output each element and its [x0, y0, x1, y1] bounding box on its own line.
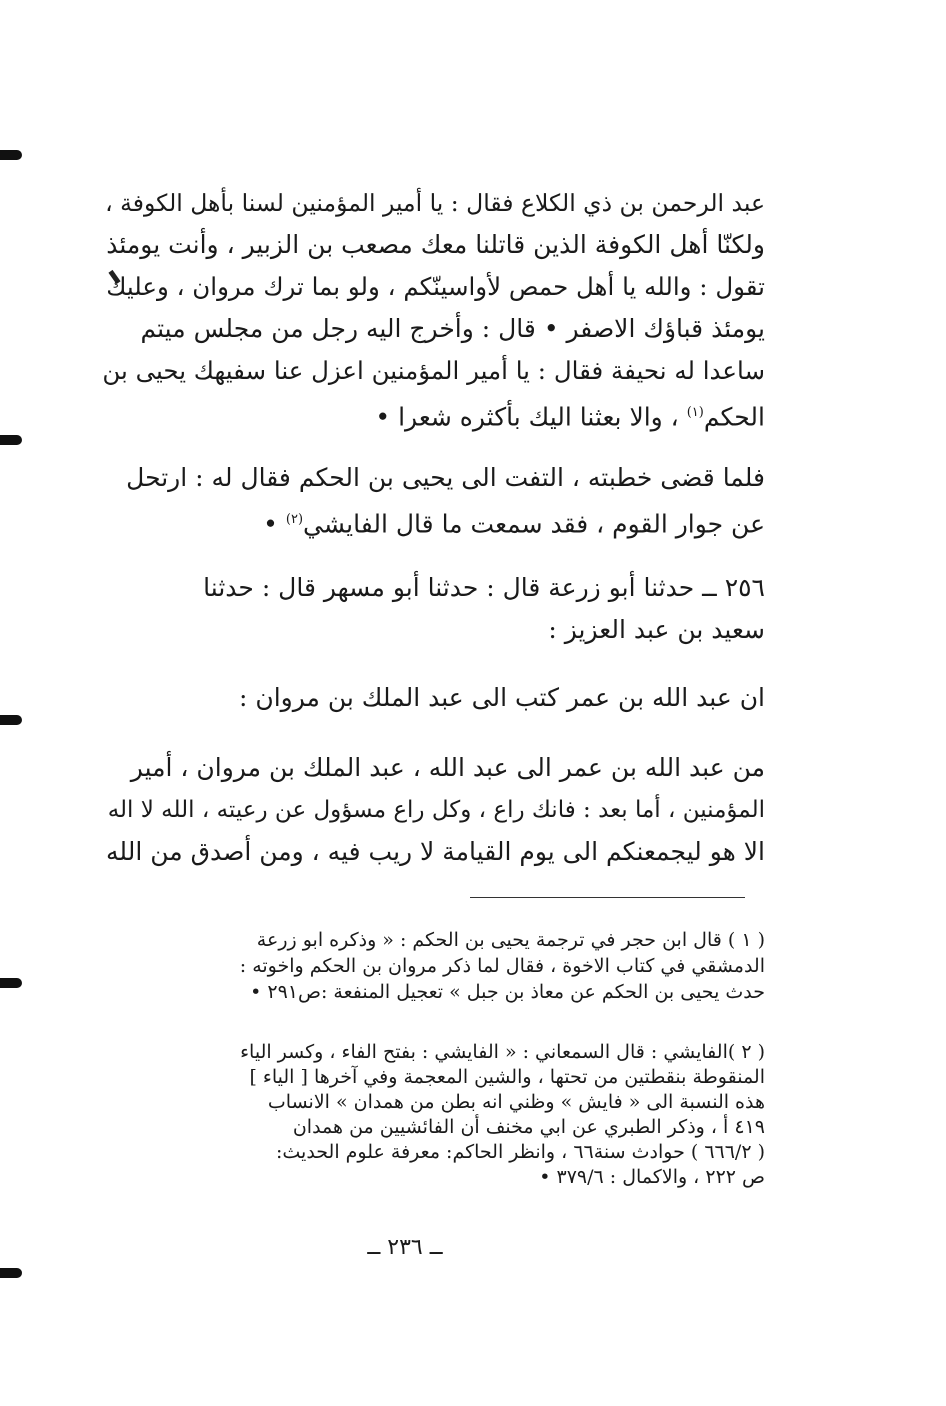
footnote-line: ( ٢ )الفايشي : قال السمعاني : « الفايشي : بفتح الفاء ، وكسر الياء	[240, 1041, 765, 1063]
footnote-line: المنقوطة بنقطتين من تحتها ، والشين المعجمة وفي آخرها [ الياء ]	[249, 1066, 765, 1088]
scan-edge-mark	[0, 978, 22, 988]
text-line: سعيد بن عبد العزيز :	[548, 615, 765, 644]
text-line: ٢٥٦ ــ حدثنا أبو زرعة قال : حدثنا أبو مسهر قال : حدثنا	[203, 573, 765, 602]
text-fragment: الحكم	[703, 402, 765, 432]
text-line	[100, 497, 765, 543]
footnote-line: ( ١ ) قال ابن حجر في ترجمة يحيى بن الحكم : « وذكره ابو زرعة	[256, 929, 765, 951]
footnote-line: ( ٦٦٦/٢ ) حوادث سنة٦٦ ، وانظر الحاكم: معرفة علوم الحديث:	[275, 1141, 765, 1163]
footnote-ref-2[interactable]: (٢)	[285, 512, 304, 527]
scan-edge-mark	[0, 150, 22, 160]
text-line	[100, 390, 765, 436]
text-line: يومئذ قباؤك الاصفر • قال : وأخرج اليه رجل من مجلس ميتم	[140, 314, 765, 343]
text-line: ولكنّا أهل الكوفة الذين قاتلنا معك مصعب بن الزبير ، وأنت يومئذ	[106, 230, 765, 259]
footnote-line: حدث يحيى بن الحكم عن معاذ بن جبل » تعجيل المنفعة :ص٢٩١ •	[250, 981, 765, 1003]
text-fragment: •	[263, 509, 286, 539]
scan-edge-mark	[0, 715, 22, 725]
scan-edge-mark	[0, 1268, 22, 1278]
text-line: من عبد الله بن عمر الى عبد الله ، عبد الملك بن مروان ، أمير	[130, 753, 765, 782]
page-number: ــ ٢٣٦ ــ	[367, 1235, 443, 1260]
text-line: تقول : والله يا أهل حمص لأواسينّكم ، ولو بما ترك مروان ، وعليك	[106, 272, 765, 301]
text-line: ان عبد الله بن عمر كتب الى عبد الملك بن مروان :	[238, 683, 765, 712]
text-fragment: عن جوار القوم ، فقد سمعت ما قال الفايشي	[303, 509, 765, 539]
text-line: فلما قضى خطبته ، التفت الى يحيى بن الحكم فقال له : ارتحل	[126, 463, 765, 492]
footnote-line: هذه النسبة الى « فايش » وظني انه بطن من همدان » الانساب	[267, 1091, 765, 1113]
footnote-separator	[470, 897, 745, 898]
text-line: عبد الرحمن بن ذي الكلاع فقال : يا أمير المؤمنين لسنا بأهل الكوفة ،	[105, 189, 765, 217]
text-line: ساعدا له نحيفة فقال : يا أمير المؤمنين اعزل عنا سفيهك يحيى بن	[102, 356, 765, 385]
text-line: الا هو ليجمعنكم الى يوم القيامة لا ريب فيه ، ومن أصدق من الله	[106, 837, 765, 866]
text-line: المؤمنين ، أما بعد : فانك راع ، وكل راع مسؤول عن رعيته ، الله لا اله	[107, 797, 765, 823]
footnote-ref-1[interactable]: (١)	[686, 405, 704, 420]
footnote-line: ٤١٩ أ ، وذكر الطبري عن ابي مخنف أن الفائشيين من همدان	[292, 1116, 765, 1138]
text-fragment: ، والا بعثنا اليك بأكثره شعرا •	[375, 402, 679, 432]
footnote-line: الدمشقي في كتاب الاخوة ، فقال لما ذكر مروان بن الحكم واخوته :	[239, 955, 765, 977]
footnote-line: ص ٢٢٢ ، والاكمال : ٣٧٩/٦ •	[539, 1166, 765, 1188]
scan-edge-mark	[0, 435, 22, 445]
